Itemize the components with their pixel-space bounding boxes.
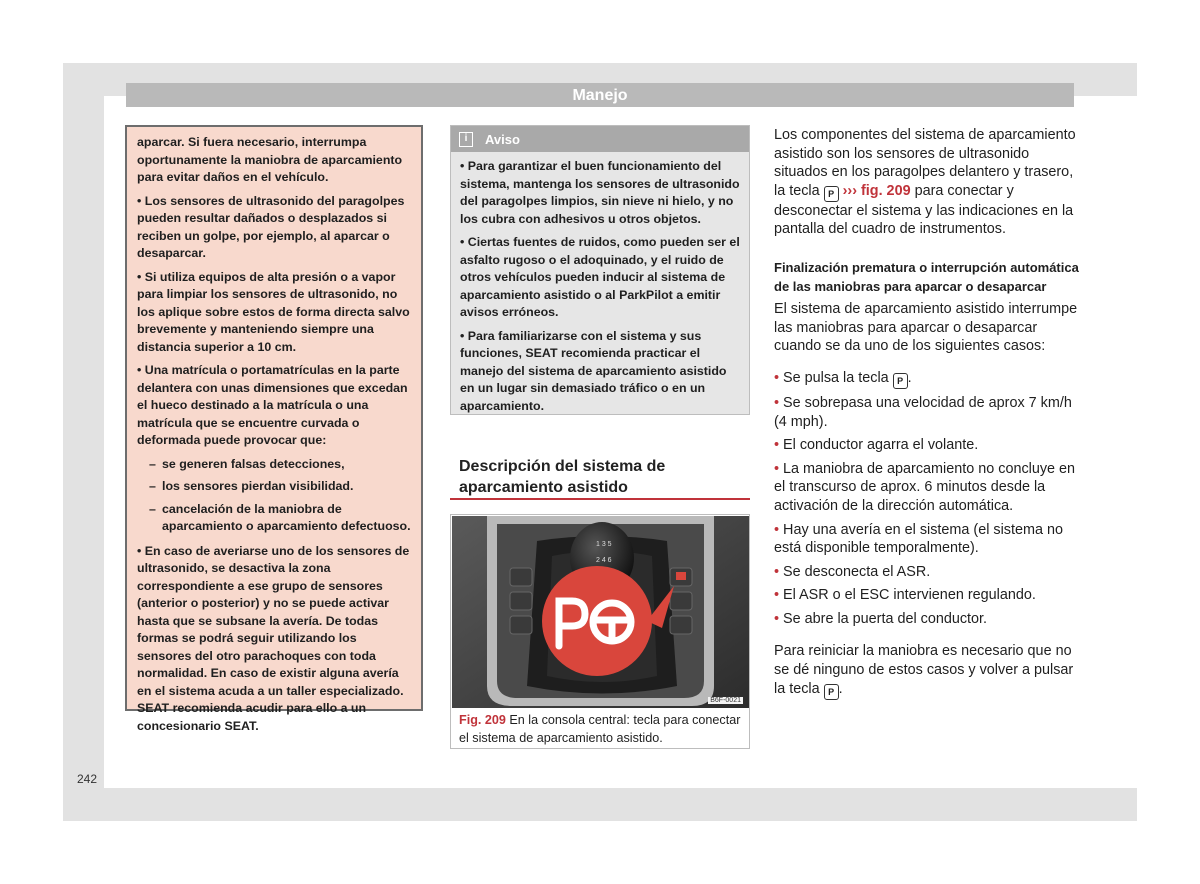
list-item-text: Hay una avería en el sistema (el sistema no está disponible temporalmente).	[774, 521, 1063, 557]
bullet-mark: •	[774, 437, 780, 454]
list-item	[774, 394, 1079, 431]
list-item-text: .	[907, 369, 912, 386]
intro-text: Los componentes del sistema de aparcamiento asistido son los sensores de ultrasonido situados en los paragolpes delantero y trasero, la tecla	[774, 127, 1076, 199]
list-item-text: Se pulsa la tecla	[783, 369, 889, 386]
dash-text: los sensores pierdan visibilidad.	[162, 479, 354, 493]
svg-text:1 3 5: 1 3 5	[596, 541, 612, 548]
list-item	[774, 436, 1079, 455]
final-text: .	[838, 680, 843, 697]
warning-paragraph: • En caso de averiarse uno de los sensores de ultrasonido, se desactiva la zona correspondiente a ese grupo de sensores (anterior o posterior) y no se puede activar hasta que se subsane la avería. De todas formas se podrá seguir utilizando los sensores del otro parachoques con toda normalidad. En caso de existir alguna avería en el sistema acuda a un taller especializado. SEAT recomienda acudir para ello a un concesionario SEAT.	[137, 543, 410, 733]
warning-dash-item	[137, 501, 413, 536]
list-item-text: La maniobra de aparcamiento no concluye en el transcurso de aprox. 6 minutos desde la activación de la dirección automática.	[774, 460, 1076, 514]
warning-paragraph: • Una matrícula o portamatrículas en la parte delantera con unas dimensiones que excedan el hueco destinado a la matrícula o una matrícula que se encuentre curvada o deformada puede provocar que:	[137, 363, 408, 447]
warning-paragraph: aparcar. Si fuera necesario, interrumpa oportunamente la maniobra de aparcamiento para evitar daños en el vehículo.	[137, 135, 403, 184]
park-assist-key-icon: P	[824, 186, 839, 202]
intro-paragraph	[774, 126, 1079, 239]
warning-paragraph: • Si utiliza equipos de alta presión o a vapor para limpiar los sensores de ultrasonido, no los aplique sobre estos de forma directa salvo brevemente y manteniendo siempre una distancia superior a 10 cm.	[137, 269, 410, 354]
figure-code: B6F-0021	[710, 697, 741, 704]
bullet-mark: •	[774, 563, 780, 580]
dash-text: cancelación de la maniobra de aparcamiento o aparcamiento defectuoso.	[162, 501, 411, 533]
figure-caption-text: En la consola central: tecla para conectar el sistema de aparcamiento asistido.	[459, 713, 741, 745]
list-item	[774, 369, 1079, 389]
bullet-mark: •	[774, 394, 780, 411]
aviso-title: Aviso	[485, 132, 520, 147]
subsection-heading: Finalización prematura o interrupción automática de las maniobras para aparcar o desaparcar	[774, 259, 1079, 294]
warning-paragraph: • Los sensores de ultrasonido del paragolpes pueden resultar dañados o desplazados si reciben un golpe, por ejemplo, al aparcar o desaparcar.	[137, 193, 405, 260]
list-item	[774, 610, 1079, 629]
intro-text: para conectar y desconectar el sistema y las indicaciones en la pantalla del cuadro de instrumentos.	[774, 182, 1074, 238]
console-illustration	[452, 516, 749, 708]
dash-text: se generen falsas detecciones,	[162, 456, 345, 471]
bullet-mark: •	[774, 369, 780, 386]
aviso-paragraph: • Para familiarizarse con el sistema y sus funciones, SEAT recomienda practicar el manejo del sistema de aparcamiento asistido en un lugar sin demasiado tráfico o en un aparcamiento.	[460, 328, 727, 413]
console-photo	[452, 516, 749, 708]
dash-mark: –	[149, 501, 156, 516]
warning-dash-item	[137, 456, 413, 474]
aviso-box	[450, 125, 750, 415]
list-item-text: Se sobrepasa una velocidad de aprox 7 km/h (4 mph).	[774, 394, 1072, 430]
figure-reference-link[interactable]: ››› fig. 209	[842, 182, 911, 199]
figure-label: Fig. 209	[459, 713, 506, 727]
list-item	[774, 563, 1079, 582]
list-item	[774, 460, 1079, 516]
dash-mark: –	[149, 479, 156, 493]
list-item-text: Se abre la puerta del conductor.	[783, 610, 988, 627]
section-title: Descripción del sistema de aparcamiento asistido	[459, 458, 666, 496]
aviso-body	[451, 152, 749, 415]
park-assist-key-icon: P	[824, 684, 839, 700]
right-column	[774, 126, 1079, 712]
bullet-mark: •	[774, 610, 780, 627]
svg-text:2 4 6: 2 4 6	[596, 557, 612, 564]
warning-box	[125, 125, 423, 733]
final-text: Para reiniciar la maniobra es necesario que no se dé ninguno de estos casos y volver a pulsar la tecla	[774, 643, 1074, 697]
aviso-paragraph: • Ciertas fuentes de ruidos, como pueden ser el asfalto rugoso o el adoquinado, y el ruido de otros vehículos pueden inducir al sistema de aparcamiento asistido o al ParkPilot a emitir avisos erróneos.	[460, 235, 740, 319]
list-item-text: El ASR o el ESC intervienen regulando.	[783, 587, 1036, 604]
bullet-mark: •	[774, 460, 780, 477]
park-assist-key-icon: P	[893, 373, 908, 389]
list-item	[774, 521, 1079, 558]
aviso-paragraph: • Para garantizar el buen funcionamiento del sistema, mantenga los sensores de ultrasonido del paragolpes limpios, sin nieve ni hielo, y no los cubra con adhesivos u otros objetos.	[460, 159, 740, 226]
chapter-header: Manejo	[126, 83, 1074, 107]
list-item-text: Se desconecta el ASR.	[783, 563, 931, 580]
final-paragraph	[774, 642, 1079, 699]
page-number: 242	[77, 772, 98, 786]
figure-caption	[459, 711, 743, 747]
aviso-header	[451, 126, 749, 152]
bullet-mark: •	[774, 521, 780, 538]
bullet-mark: •	[774, 587, 780, 604]
list-item	[774, 586, 1079, 605]
figure-209	[450, 514, 750, 749]
dash-mark: –	[149, 456, 156, 471]
info-icon: i	[459, 132, 473, 147]
section-rule	[450, 498, 750, 500]
list-item-text: El conductor agarra el volante.	[783, 437, 979, 454]
warning-dash-item	[137, 478, 413, 496]
cases-intro: El sistema de aparcamiento asistido interrumpe las maniobras para aparcar o desaparcar cuando se da uno de los siguientes casos:	[774, 301, 1078, 355]
